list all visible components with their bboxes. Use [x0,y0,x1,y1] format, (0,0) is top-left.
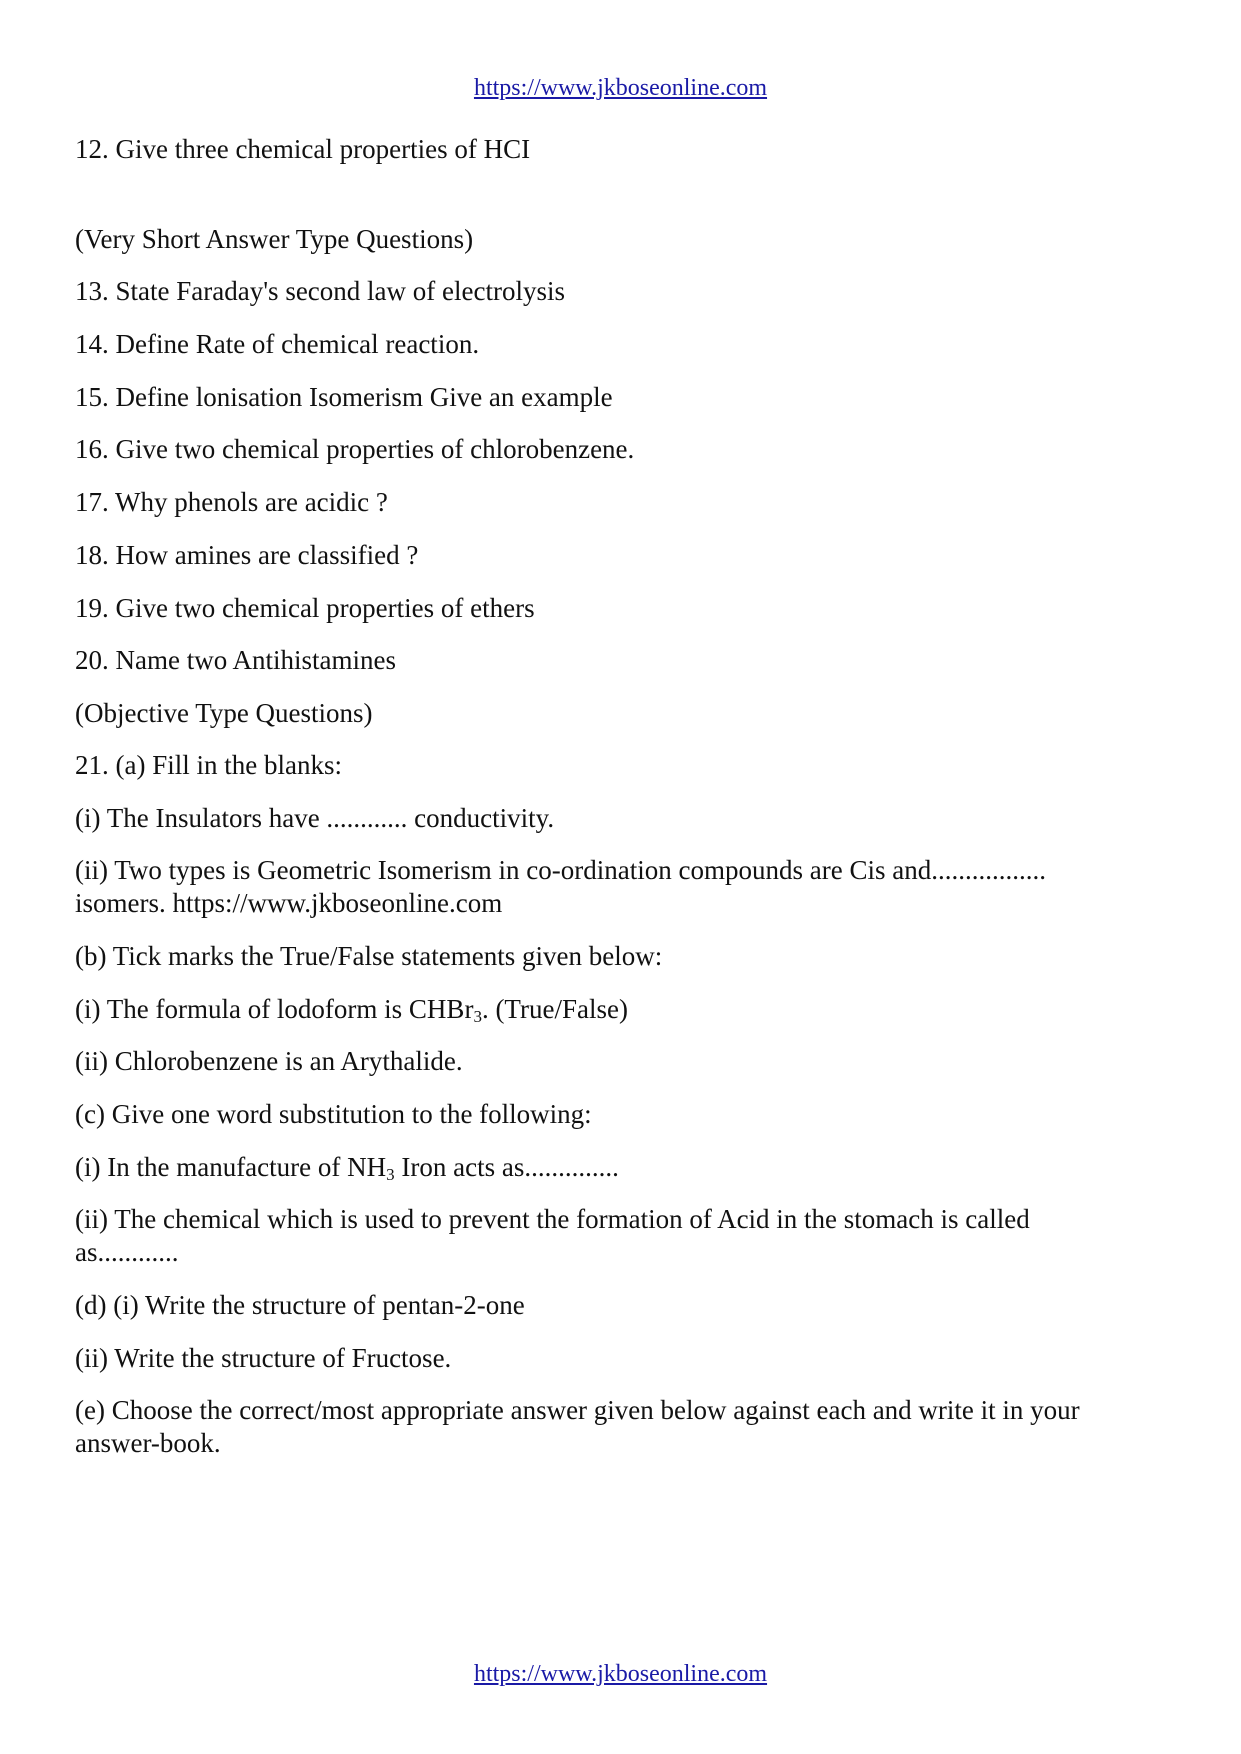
question-21b: (b) Tick marks the True/False statements given below: [75,941,663,971]
question-21b-i-text: (i) The formula of lodoform is CHBr [75,994,474,1024]
question-21c-i [75,1150,1170,1184]
question-12: 12. Give three chemical properties of HCI [75,134,531,164]
subscript-3: 3 [386,1165,395,1184]
header-link[interactable]: https://www.jkboseonline.com [473,75,768,101]
question-19: 19. Give two chemical properties of ethers [75,593,535,623]
subscript-3: 3 [473,1007,482,1026]
question-15: 15. Define lonisation Isomerism Give an example [75,382,613,412]
question-21e-line2: answer-book. [75,1428,221,1458]
question-21c-ii-line2: as............ [75,1237,179,1267]
question-21d-i: (d) (i) Write the structure of pentan-2-one [75,1290,525,1320]
footer-link[interactable]: https://www.jkboseonline.com [473,1661,768,1687]
section-heading-very-short: (Very Short Answer Type Questions) [75,224,474,254]
section-heading-objective: (Objective Type Questions) [75,698,373,728]
question-16: 16. Give two chemical properties of chlorobenzene. [75,434,635,464]
question-21b-i-tail: . (True/False) [481,994,628,1024]
question-21e-line1: (e) Choose the correct/most appropriate answer given below against each and write it in your [75,1395,1080,1425]
question-20: 20. Name two Antihistamines [75,645,396,675]
question-21b-ii: (ii) Chlorobenzene is an Arythalide. [75,1046,463,1076]
question-21a-ii-line2: isomers. https://www.jkboseonline.com [75,888,503,918]
question-17: 17. Why phenols are acidic ? [75,487,388,517]
footer-link-container [0,1660,1241,1688]
question-21c-ii-line1: (ii) The chemical which is used to prevent the formation of Acid in the stomach is called [75,1204,1030,1234]
question-21a-ii-line1: (ii) Two types is Geometric Isomerism in co-ordination compounds are Cis and................. [75,855,1046,885]
question-18: 18. How amines are classified ? [75,540,419,570]
question-14: 14. Define Rate of chemical reaction. [75,329,480,359]
question-21c-i-text: (i) In the manufacture of NH [75,1152,387,1182]
question-21b-i [75,992,1170,1026]
header-link-container [0,74,1241,102]
question-21d-ii: (ii) Write the structure of Fructose. [75,1343,452,1373]
question-21a: 21. (a) Fill in the blanks: [75,750,342,780]
question-21c: (c) Give one word substitution to the following: [75,1099,592,1129]
question-21c-i-tail: Iron acts as.............. [394,1152,619,1182]
question-21a-i: (i) The Insulators have ............ conductivity. [75,803,555,833]
question-13: 13. State Faraday's second law of electrolysis [75,276,565,306]
